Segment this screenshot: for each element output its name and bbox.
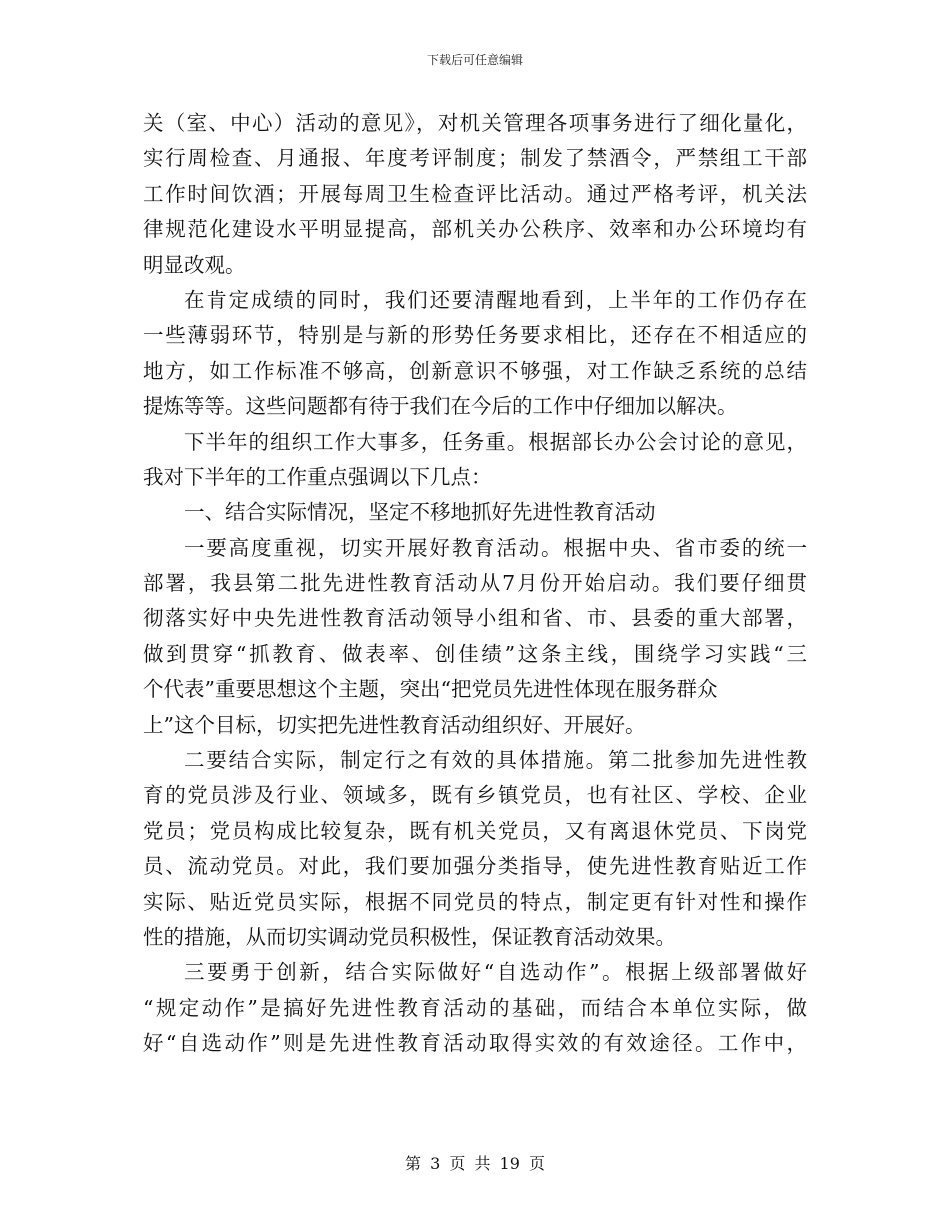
page-header: 下载后可任意编辑 xyxy=(426,53,523,67)
text-line: 实际、贴近党员实际，根据不同党员的特点，制定更有针对性和操作 xyxy=(143,889,807,914)
text-line: 个代表”重要思想这个主题，突出“把党员先进性体现在服务群众 xyxy=(143,677,718,702)
text-line: 性的措施，从而切实调动党员积极性，保证教育活动效果。 xyxy=(143,924,676,949)
page-number-footer: 第 3 页 共 19 页 xyxy=(405,1154,545,1173)
text-line: 二要结合实际，制定行之有效的具体措施。第二批参加先进性教 xyxy=(184,748,807,773)
text-line: 实行周检查、月通报、年度考评制度；制发了禁酒令，严禁组工干部 xyxy=(143,146,807,171)
text-line: 地方，如工作标准不够高，创新意识不够强，对工作缺乏系统的总结 xyxy=(143,358,807,383)
text-line: 律规范化建设水平明显提高，部机关办公秩序、效率和办公环境均有 xyxy=(143,217,807,242)
text-line: 育的党员涉及行业、领域多，既有乡镇党员，也有社区、学校、企业 xyxy=(143,783,807,808)
text-line: 彻落实好中央先进性教育活动领导小组和省、市、县委的重大部署， xyxy=(143,606,807,631)
text-line: 部署，我县第二批先进性教育活动从7月份开始启动。我们要仔细贯 xyxy=(143,571,807,596)
text-line: 关（室、中心）活动的意见》，对机关管理各项事务进行了细化量化， xyxy=(143,111,807,135)
text-line: 一、结合实际情况，坚定不移地抓好先进性教育活动 xyxy=(184,500,656,525)
text-line: 一要高度重视，切实开展好教育活动。根据中央、省市委的统一 xyxy=(184,535,807,560)
text-line: 在肯定成绩的同时，我们还要清醒地看到，上半年的工作仍存在 xyxy=(184,287,807,312)
text-line: 员、流动党员。对此，我们要加强分类指导，使先进性教育贴近工作 xyxy=(143,854,807,879)
text-line: 明显改观。 xyxy=(143,252,246,277)
text-line: 一些薄弱环节，特别是与新的形势任务要求相比，还存在不相适应的 xyxy=(143,323,807,348)
document-body xyxy=(143,106,807,1062)
text-line: “规定动作”是搞好先进性教育活动的基础，而结合本单位实际，做 xyxy=(143,995,807,1020)
text-line: 提炼等等。这些问题都有待于我们在今后的工作中仔细加以解决。 xyxy=(143,394,738,419)
text-line: 三要勇于创新，结合实际做好“自选动作”。根据上级部署做好 xyxy=(184,960,807,985)
text-line: 上”这个目标，切实把先进性教育活动组织好、开展好。 xyxy=(143,712,646,737)
text-line: 我对下半年的工作重点强调以下几点： xyxy=(143,464,492,489)
text-line: 好“自选动作”则是先进性教育活动取得实效的有效途径。工作中， xyxy=(143,1031,807,1056)
text-line: 下半年的组织工作大事多，任务重。根据部长办公会讨论的意见， xyxy=(184,429,807,454)
text-line: 做到贯穿“抓教育、做表率、创佳绩”这条主线，围绕学习实践“三 xyxy=(143,641,807,666)
text-line: 工作时间饮酒；开展每周卫生检查评比活动。通过严格考评，机关法 xyxy=(143,181,807,206)
text-line: 党员；党员构成比较复杂，既有机关党员，又有离退休党员、下岗党 xyxy=(143,818,807,843)
